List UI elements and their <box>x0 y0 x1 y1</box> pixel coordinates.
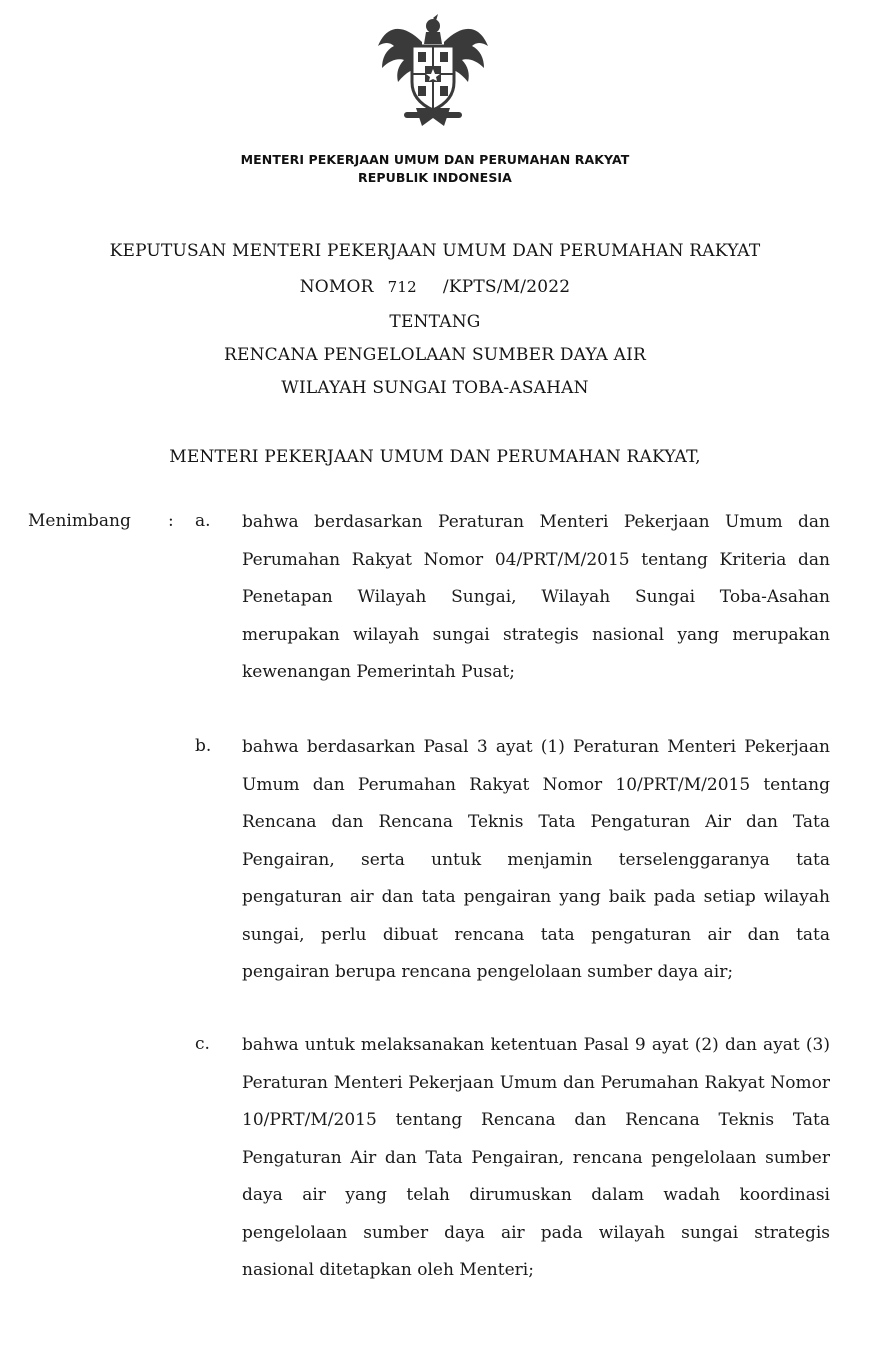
ministry-name: MENTERI PEKERJAAN UMUM DAN PERUMAHAN RAKYAT <box>240 152 630 167</box>
opening-statement: MENTERI PEKERJAAN UMUM DAN PERUMAHAN RAKYAT, <box>169 447 701 467</box>
nomor-suffix: /KPTS/M/2022 <box>442 277 571 297</box>
consideration-a: bahwa berdasarkan Peraturan Menteri Pekerjaan Umum dan Perumahan Rakyat Nomor 04/PRT/M/2015 tentang Kriteria dan Penetapan Wilayah Sungai, Wilayah Sungai Toba-Asahan merupakan wilayah sungai strategis nasional yang merupakan kewenangan Pemerintah Pusat; <box>242 512 830 682</box>
decree-subject-line2: WILAYAH SUNGAI TOBA-ASAHAN <box>281 378 589 398</box>
ministry-country: REPUBLIK INDONESIA <box>358 170 512 185</box>
decree-number <box>0 277 870 297</box>
item-letter-b: b. <box>195 736 212 756</box>
nomor-label: NOMOR <box>299 277 374 297</box>
tentang-heading: TENTANG <box>389 312 481 332</box>
menimbang-colon: : <box>168 511 174 531</box>
menimbang-label: Menimbang <box>28 511 131 531</box>
decree-title: KEPUTUSAN MENTERI PEKERJAAN UMUM DAN PERUMAHAN RAKYAT <box>109 241 761 261</box>
item-letter-c: c. <box>195 1034 210 1054</box>
nomor-number: 712 <box>387 278 417 296</box>
consideration-c: bahwa untuk melaksanakan ketentuan Pasal 9 ayat (2) dan ayat (3) Peraturan Menteri Pekerjaan Umum dan Perumahan Rakyat Nomor 10/PRT/M/2015 tentang Rencana dan Rencana Teknis Tata Pengaturan Air dan Tata Pengairan, rencana pengelolaan sumber daya air yang telah dirumuskan dalam wadah koordinasi pengelolaan sumber daya air pada wilayah sungai strategis nasional ditetapkan oleh Menteri; <box>242 1035 830 1280</box>
consideration-b: bahwa berdasarkan Pasal 3 ayat (1) Peraturan Menteri Pekerjaan Umum dan Perumahan Rakyat Nomor 10/PRT/M/2015 tentang Rencana dan Rencana Teknis Tata Pengaturan Air dan Tata Pengairan, serta untuk menjamin terselenggaranya tata pengaturan air dan tata pengairan yang baik pada setiap wilayah sungai, perlu dibuat rencana tata pengaturan air dan tata pengairan berupa rencana pengelolaan sumber daya air; <box>242 737 830 982</box>
garuda-emblem-icon <box>372 12 494 132</box>
decree-subject-line1: RENCANA PENGELOLAAN SUMBER DAYA AIR <box>223 345 647 365</box>
item-letter-a: a. <box>195 511 211 531</box>
